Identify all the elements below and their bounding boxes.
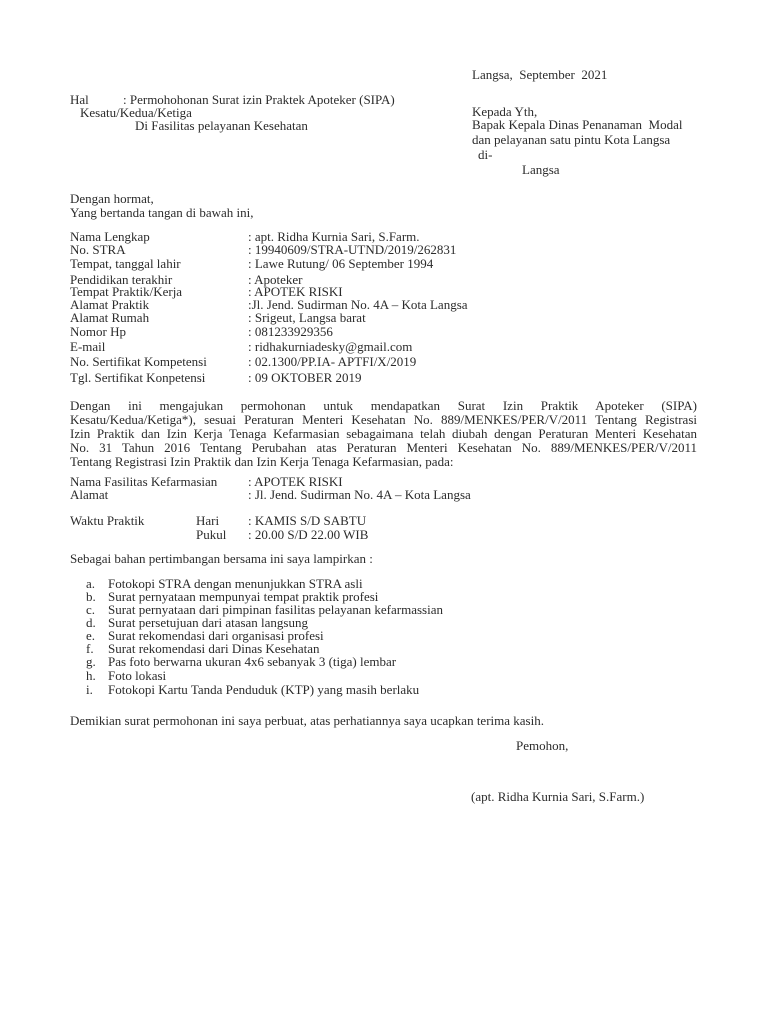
field-value: : Apoteker bbox=[248, 272, 303, 287]
subject-line-3: Di Fasilitas pelayanan Kesehatan bbox=[135, 118, 308, 133]
salutation: Dengan hormat, bbox=[70, 191, 154, 206]
recipient-line-3: di- bbox=[478, 147, 493, 162]
facility-value: : APOTEK RISKI bbox=[248, 474, 343, 489]
facility-label: Alamat bbox=[70, 487, 109, 502]
list-marker: h. bbox=[86, 668, 96, 683]
field-value: :Jl. Jend. Sudirman No. 4A – Kota Langsa bbox=[248, 297, 468, 312]
paragraph-line: Tentang Registrasi Izin Praktik dan Izin Kerja Tenaga Kefarmasian, pada: bbox=[70, 454, 454, 469]
facility-label: Nama Fasilitas Kefarmasian bbox=[70, 474, 218, 489]
field-value: : 081233929356 bbox=[248, 324, 333, 339]
list-marker: i. bbox=[86, 682, 93, 697]
field-label: Nomor Hp bbox=[70, 324, 126, 339]
schedule-time-label: Pukul bbox=[196, 527, 227, 542]
field-label: Tgl. Sertifikat Konpetensi bbox=[70, 370, 206, 385]
list-marker: f. bbox=[86, 641, 94, 656]
list-item: Fotokopi Kartu Tanda Penduduk (KTP) yang masih berlaku bbox=[108, 682, 420, 697]
paragraph-line: No. 31 Tahun 2016 Tentang Perubahan atas Peraturan Menteri Kesehatan No. 889/MENKES/PER/V/2011 bbox=[70, 440, 697, 455]
field-label: No. STRA bbox=[70, 242, 126, 257]
list-item: Surat pernyataan dari pimpinan fasilitas pelayanan kefarmassian bbox=[108, 602, 443, 617]
subject-text: : Permohohonan Surat izin Praktek Apoteker (SIPA) bbox=[123, 92, 395, 107]
subject-label: Hal bbox=[70, 92, 89, 107]
list-item: Surat persetujuan dari atasan langsung bbox=[108, 615, 308, 630]
list-marker: c. bbox=[86, 602, 96, 617]
schedule-day-label: Hari bbox=[196, 513, 220, 528]
field-value: : ridhakurniadesky@gmail.com bbox=[248, 339, 413, 354]
list-marker: d. bbox=[86, 615, 96, 630]
list-item: Fotokopi STRA dengan menunjukkan STRA asli bbox=[108, 576, 363, 591]
field-value: : Lawe Rutung/ 06 September 1994 bbox=[248, 256, 434, 271]
list-item: Foto lokasi bbox=[108, 668, 167, 683]
field-label: Tempat, tanggal lahir bbox=[70, 256, 181, 271]
field-label: Pendidikan terakhir bbox=[70, 272, 173, 287]
schedule-time-value: : 20.00 S/D 22.00 WIB bbox=[248, 527, 369, 542]
closing-text: Demikian surat permohonan ini saya perbuat, atas perhatiannya saya ucapkan terima kasih. bbox=[70, 713, 544, 728]
paragraph-line: Dengan ini mengajukan permohonan untuk mendapatkan Surat Izin Praktik Apoteker (SIPA) bbox=[70, 398, 697, 413]
field-label: No. Sertifikat Kompetensi bbox=[70, 354, 207, 369]
field-label: Nama Lengkap bbox=[70, 229, 150, 244]
recipient-line-2: dan pelayanan satu pintu Kota Langsa bbox=[472, 132, 671, 147]
signoff: Pemohon, bbox=[516, 738, 569, 753]
signature-name: (apt. Ridha Kurnia Sari, S.Farm.) bbox=[471, 789, 645, 804]
subject-line-2: Kesatu/Kedua/Ketiga bbox=[80, 105, 192, 120]
recipient-greeting: Kepada Yth, bbox=[472, 104, 538, 119]
field-value: : 02.1300/PP.IA- APTFI/X/2019 bbox=[248, 354, 417, 369]
list-item: Surat rekomendasi dari organisasi profesi bbox=[108, 628, 324, 643]
schedule-label: Waktu Praktik bbox=[70, 513, 145, 528]
facility-value: : Jl. Jend. Sudirman No. 4A – Kota Langsa bbox=[248, 487, 471, 502]
intro-line: Yang bertanda tangan di bawah ini, bbox=[70, 205, 254, 220]
field-value: : 09 OKTOBER 2019 bbox=[248, 370, 362, 385]
field-label: Alamat Praktik bbox=[70, 297, 150, 312]
field-label: Tempat Praktik/Kerja bbox=[70, 284, 183, 299]
list-item: Surat pernyataan mempunyai tempat praktik profesi bbox=[108, 589, 379, 604]
recipient-city: Langsa bbox=[522, 162, 560, 177]
list-marker: e. bbox=[86, 628, 96, 643]
recipient-line-1: Bapak Kepala Dinas Penanaman Modal bbox=[472, 117, 683, 132]
list-marker: a. bbox=[86, 576, 96, 591]
schedule-day-value: : KAMIS S/D SABTU bbox=[248, 513, 367, 528]
field-value: : APOTEK RISKI bbox=[248, 284, 343, 299]
list-marker: b. bbox=[86, 589, 96, 604]
field-label: Alamat Rumah bbox=[70, 310, 150, 325]
paragraph-line: Izin Praktik dan Izin Kerja Tenaga Kefarmasian sebagaimana telah diubah dengan Peraturan Menteri Kesehatan bbox=[70, 426, 697, 441]
field-value: : 19940609/STRA-UTND/2019/262831 bbox=[248, 242, 457, 257]
field-label: E-mail bbox=[70, 339, 106, 354]
attachments-intro: Sebagai bahan pertimbangan bersama ini saya lampirkan : bbox=[70, 551, 373, 566]
list-marker: g. bbox=[86, 654, 96, 669]
list-item: Surat rekomendasi dari Dinas Kesehatan bbox=[108, 641, 320, 656]
list-item: Pas foto berwarna ukuran 4x6 sebanyak 3 (tiga) lembar bbox=[108, 654, 397, 669]
place-date: Langsa, September 2021 bbox=[472, 67, 608, 82]
paragraph-line: Kesatu/Kedua/Ketiga*), sesuai Peraturan Menteri Kesehatan No. 889/MENKES/PER/V/2011 Tentang Registrasi bbox=[70, 412, 697, 427]
field-value: : apt. Ridha Kurnia Sari, S.Farm. bbox=[248, 229, 420, 244]
field-value: : Srigeut, Langsa barat bbox=[248, 310, 366, 325]
